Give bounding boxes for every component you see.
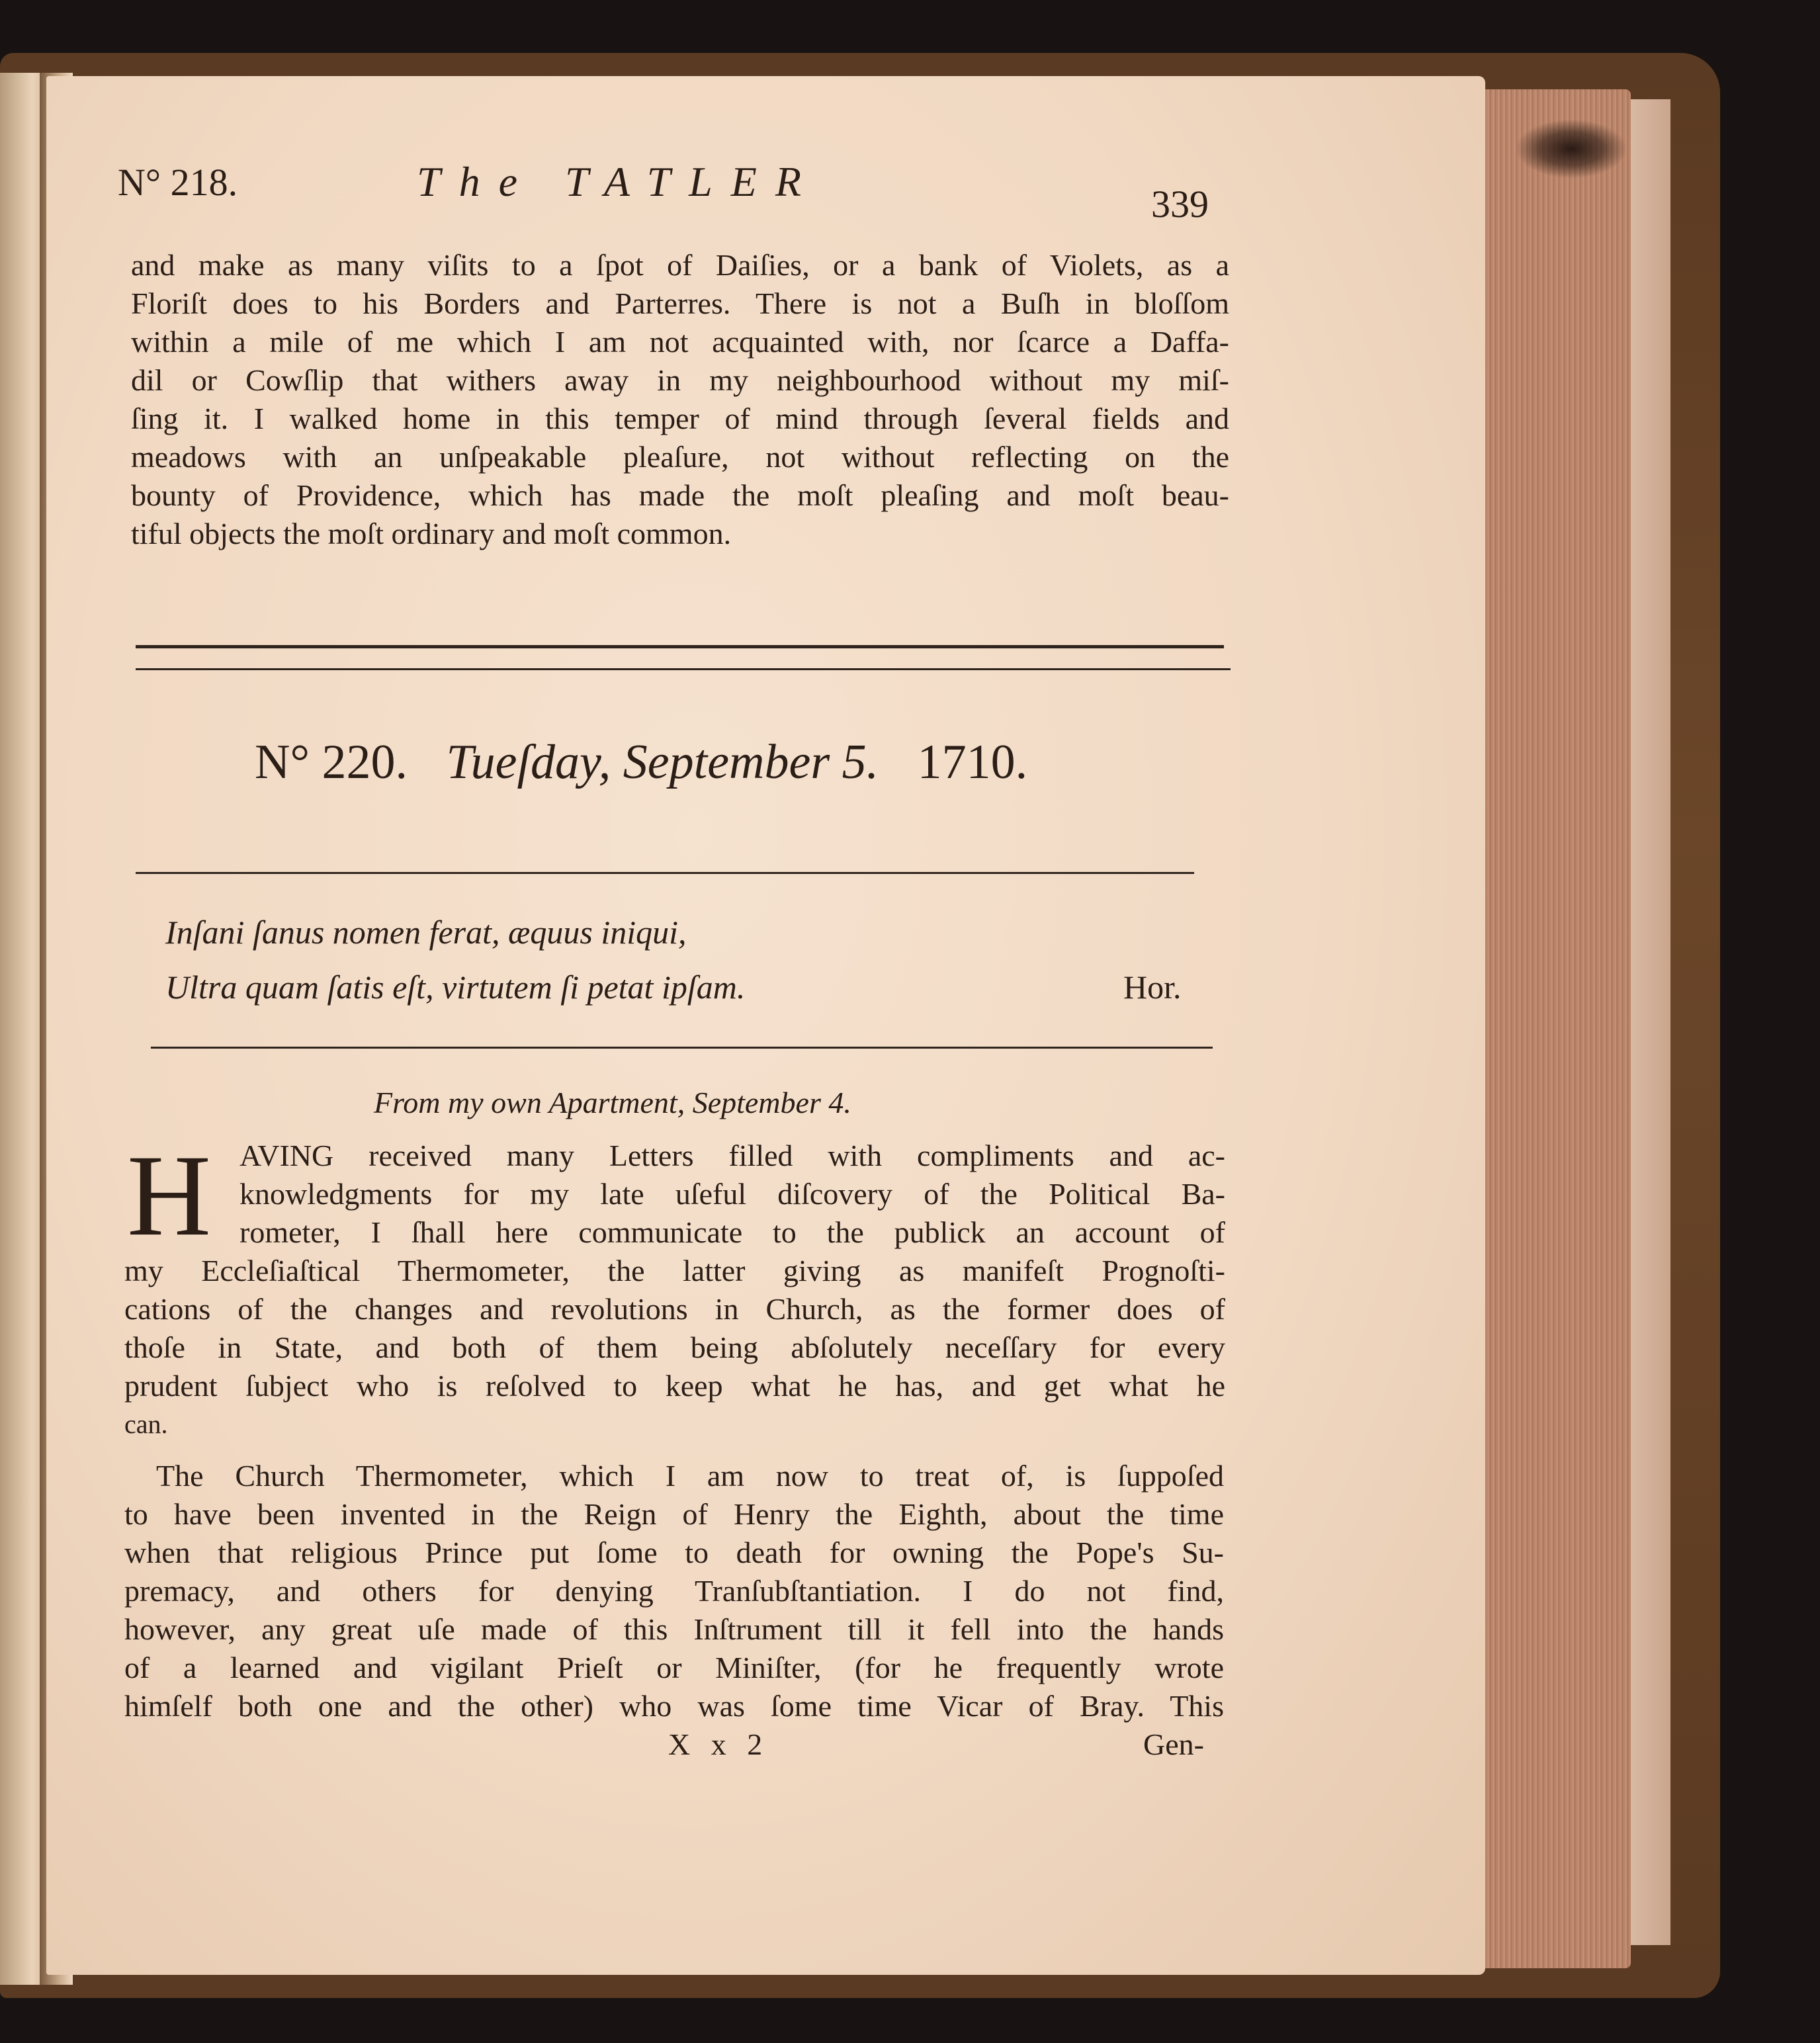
text-line: AVING received many Letters filled with compliments and ac-: [239, 1139, 1225, 1172]
text-line: cations of the changes and revolutions in Church, as the former does of: [124, 1292, 1225, 1326]
text-line: within a mile of me which I am not acquainted with, nor ſcarce a Daffa-: [131, 325, 1229, 359]
section-rule-top: [136, 645, 1224, 648]
text-line: and make as many viſits to a ſpot of Daiſies, or a bank of Violets, as a: [131, 248, 1229, 282]
section-rule-bottom: [136, 668, 1231, 670]
page-edge-shadow: [1631, 99, 1670, 1945]
motto-line: Inſani ſanus nomen ferat, æquus iniqui,: [165, 914, 687, 951]
motto-line: Ultra quam ſatis eſt, virtutem ſi petat ipſam.: [165, 969, 746, 1006]
text-line: Floriſt does to his Borders and Parterres. There is not a Buſh in bloſſom: [131, 286, 1229, 320]
text-line: when that religious Prince put ſome to death for owning the Pope's Su-: [124, 1536, 1224, 1569]
page-fore-edge: [1465, 89, 1631, 1968]
text-line: to have been invented in the Reign of Henry the Eighth, about the time: [124, 1497, 1224, 1531]
text-line: The Church Thermometer, which I am now to treat of, is ſuppoſed: [156, 1459, 1224, 1493]
text-line: knowledgments for my late uſeful diſcovery of the Political Ba-: [239, 1177, 1225, 1211]
text-line: however, any great uſe made of this Inſtrument till it fell into the hands: [124, 1612, 1224, 1646]
dateline: From my own Apartment, September 4.: [374, 1086, 851, 1119]
text-line: ſing it. I walked home in this temper of mind through ſeveral fields and: [131, 402, 1229, 435]
page-number: 339: [1151, 183, 1209, 226]
issue-year: 1710.: [917, 735, 1028, 789]
issue-heading: [255, 734, 1027, 791]
motto-source: Hor.: [1123, 969, 1182, 1006]
motto-rule: [151, 1047, 1213, 1049]
header-number: N° 218.: [118, 161, 238, 204]
text-line: can.: [124, 1409, 168, 1439]
text-line: tiful objects the moſt ordinary and moſt common.: [131, 517, 732, 550]
ink-stain: [1515, 119, 1627, 179]
heading-rule: [136, 872, 1194, 874]
text-line: bounty of Providence, which has made the moſt pleaſing and moſt beau-: [131, 478, 1229, 512]
text-line: dil or Cowſlip that withers away in my neighbourhood without my miſ-: [131, 363, 1229, 397]
signature-mark: X x 2: [668, 1727, 769, 1761]
text-line: himſelf both one and the other) who was ſome time Vicar of Bray. This: [124, 1689, 1224, 1723]
header-title: The TATLER: [417, 158, 820, 205]
text-line: my Eccleſiaſtical Thermometer, the latter giving as manifeſt Prognoſti-: [124, 1254, 1225, 1287]
catchword: Gen-: [1143, 1727, 1204, 1761]
issue-number: N° 220.: [255, 735, 408, 789]
text-line: rometer, I ſhall here communicate to the publick an account of: [239, 1215, 1225, 1249]
text-line: thoſe in State, and both of them being abſolutely neceſſary for every: [124, 1330, 1225, 1364]
text-line: meadows with an unſpeakable pleaſure, not without reflecting on the: [131, 440, 1229, 474]
drop-cap: H: [127, 1131, 212, 1260]
text-line: premacy, and others for denying Tranſubſtantiation. I do not find,: [124, 1574, 1224, 1608]
issue-date: Tueſday, September 5.: [446, 735, 879, 789]
text-line: of a learned and vigilant Prieſt or Miniſter, (for he frequently wrote: [124, 1651, 1224, 1684]
text-line: prudent ſubject who is reſolved to keep what he has, and get what he: [124, 1369, 1225, 1403]
